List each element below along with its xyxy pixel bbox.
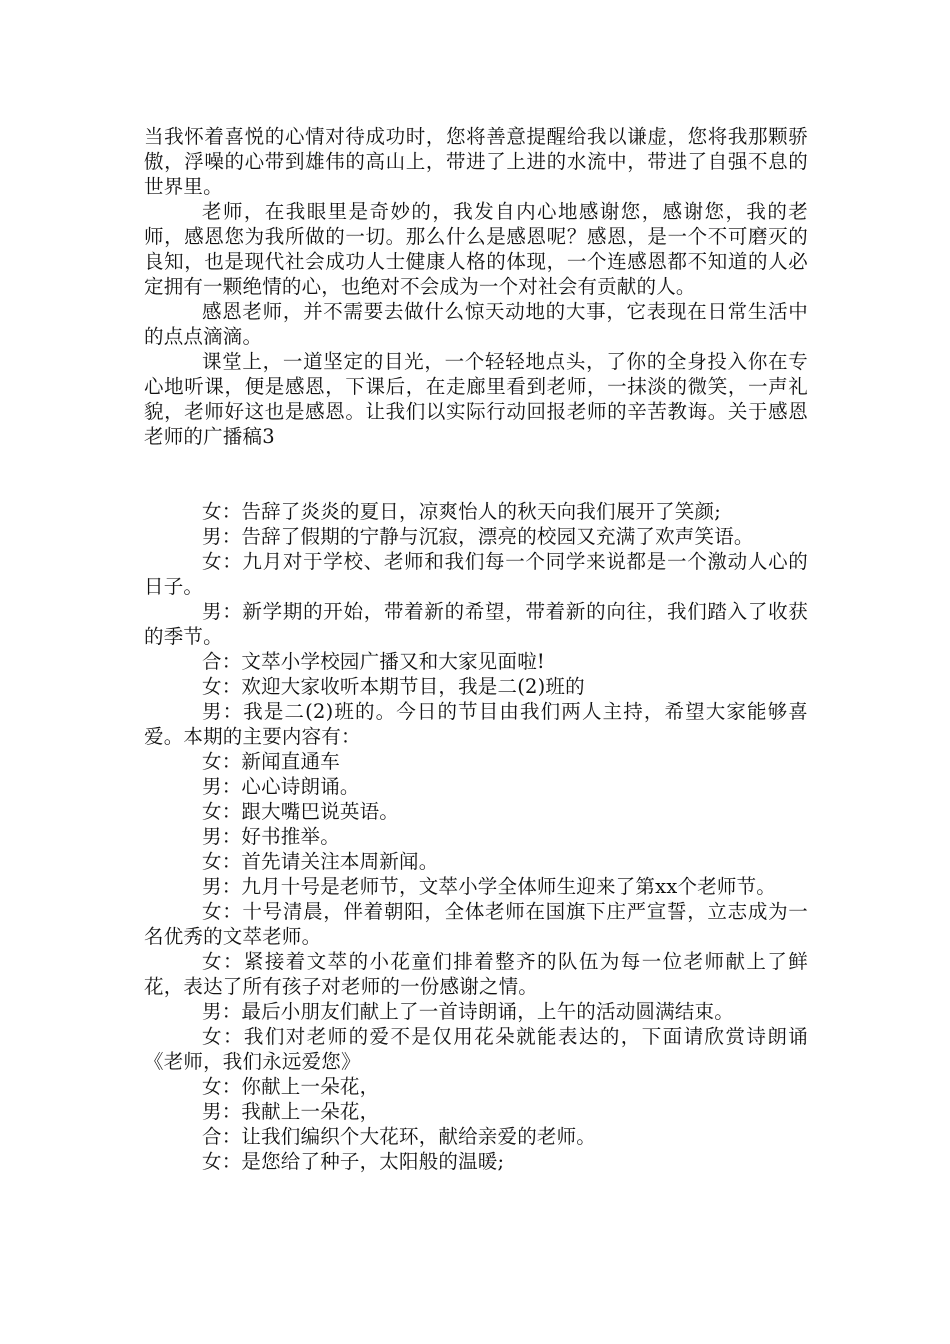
script-line: 男：我是二(2)班的。今日的节目由我们两人主持，希望大家能够喜爱。本期的主要内容有： [144,700,808,748]
script-line: 女：首先请关注本周新闻。 [202,850,439,873]
essay-section [144,124,808,449]
broadcast-script-section [144,499,808,1174]
script-line: 合：让我们编织个大花环，献给亲爱的老师。 [202,1125,597,1148]
script-line: 女：十号清晨，伴着朝阳，全体老师在国旗下庄严宣誓，立志成为一名优秀的文萃老师。 [144,900,808,948]
script-line: 男：九月十号是老师节，文萃小学全体师生迎来了第xx个老师节。 [202,875,776,898]
section-gap [144,449,808,499]
essay-paragraph: 老师，在我眼里是奇妙的，我发自内心地感谢您，感谢您，我的老师，感恩您为我所做的一切。那么什么是感恩呢？感恩，是一个不可磨灭的良知，也是现代社会成功人士健康人格的体现，一个连感恩都不知道的人必定拥有一颗绝情的心，也绝对不会成为一个对社会有贡献的人。 [144,200,808,298]
script-line: 女：你献上一朵花， [202,1075,380,1098]
script-line: 男：最后小朋友们献上了一首诗朗诵，上午的活动圆满结束。 [202,1000,734,1023]
document-page [144,124,808,1174]
script-line: 女：紧接着文萃的小花童们排着整齐的队伍为每一位老师献上了鲜花，表达了所有孩子对老师的一份感谢之情。 [144,950,808,998]
script-line: 女：告辞了炎炎的夏日，凉爽怡人的秋天向我们展开了笑颜; [202,500,721,523]
script-line: 合：文萃小学校园广播又和大家见面啦! [202,650,545,673]
essay-paragraph: 当我怀着喜悦的心情对待成功时，您将善意提醒给我以谦虚，您将我那颗骄傲，浮噪的心带到雄伟的高山上，带进了上进的水流中，带进了自强不息的世界里。 [144,125,808,198]
script-line: 女：新闻直通车 [202,750,340,773]
script-line: 女：是您给了种子，太阳般的温暖; [202,1150,505,1173]
script-line: 男：新学期的开始，带着新的希望，带着新的向往，我们踏入了收获的季节。 [144,600,808,648]
script-line: 女：跟大嘴巴说英语。 [202,800,400,823]
script-line: 男：我献上一朵花， [202,1100,380,1123]
essay-paragraph: 课堂上，一道坚定的目光，一个轻轻地点头，了你的全身投入你在专心地听课，便是感恩，下课后，在走廊里看到老师，一抹淡的微笑，一声礼貌，老师好这也是感恩。让我们以实际行动回报老师的辛苦教诲。关于感恩老师的广播稿3 [144,350,808,448]
script-line: 女：九月对于学校、老师和我们每一个同学来说都是一个激动人心的日子。 [144,550,808,598]
script-line: 男：心心诗朗诵。 [202,775,360,798]
script-line: 女：我们对老师的爱不是仅用花朵就能表达的，下面请欣赏诗朗诵《老师，我们永远爱您》 [144,1025,808,1073]
script-line: 男：好书推举。 [202,825,340,848]
script-line: 男：告辞了假期的宁静与沉寂，漂亮的校园又充满了欢声笑语。 [202,525,754,548]
script-line: 女：欢迎大家收听本期节目，我是二(2)班的 [202,675,585,698]
essay-paragraph: 感恩老师，并不需要去做什么惊天动地的大事，它表现在日常生活中的点点滴滴。 [144,300,808,348]
